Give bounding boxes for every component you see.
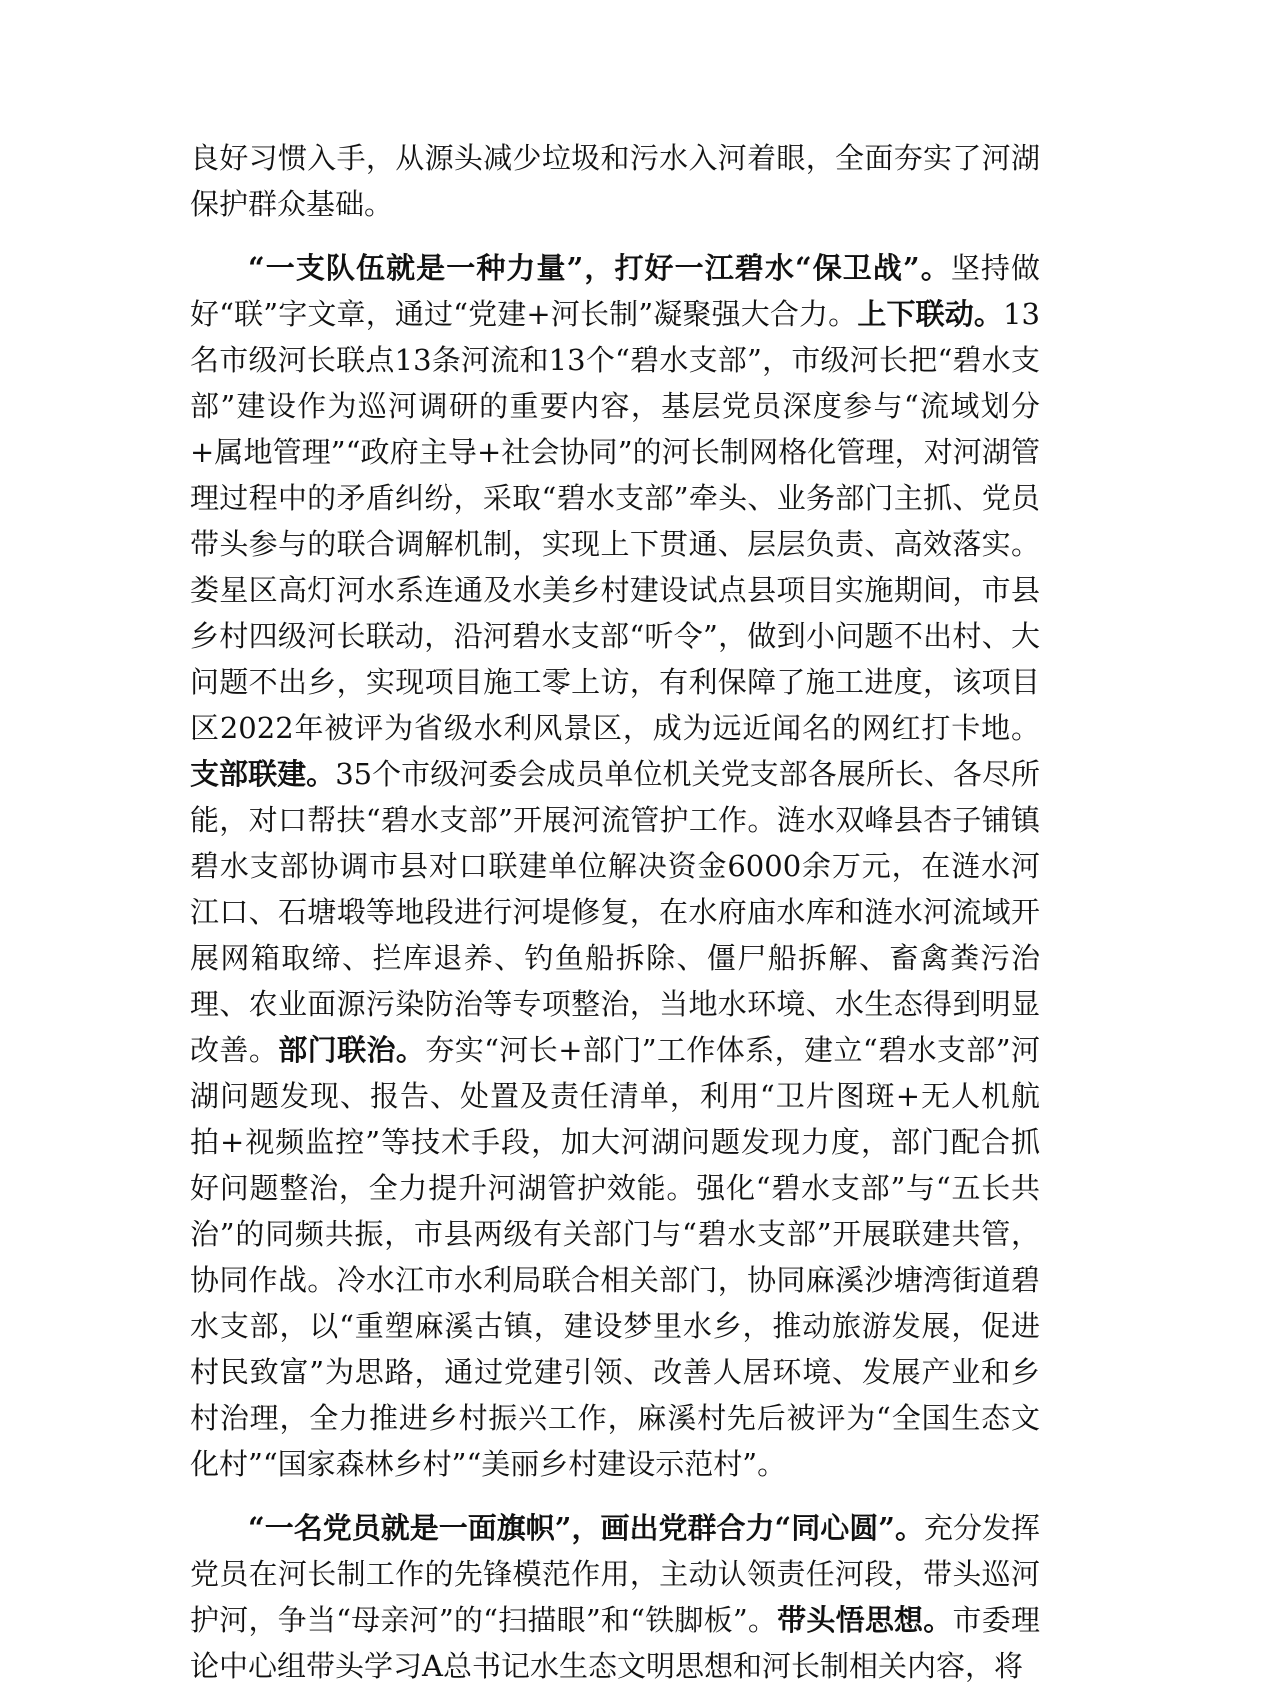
subheading-bumen-lianzhi: 部门联治。 [278, 1033, 426, 1067]
section-heading: “一支队伍就是一种力量”，打好一江碧水“保卫战”。 [248, 251, 951, 285]
paragraph-2 [190, 245, 1040, 1487]
body-text: 13名市级河长联点13条河流和13个“碧水支部”，市级河长把“碧水支部”建设作为巡河调研的重要内容，基层党员深度参与“流域划分+属地管理”“政府主导+社会协同”的河长制网格化管理，对河湖管理过程中的矛盾纠纷，采取“碧水支部”牵头、业务部门主抓、党员带头参与的联合调解机制，实现上下贯通、层层负责、高效落实。娄星区高灯河水系连通及水美乡村建设试点县项目实施期间，市县乡村四级河长联动，沿河碧水支部“听令”，做到小问题不出村、大问题不出乡，实现项目施工零上访，有利保障了施工进度，该项目区2022年被评为省级水利风景区，成为远近闻名的网红打卡地。 [190, 297, 1040, 745]
subheading-zhibu-lianjian: 支部联建。 [190, 757, 336, 791]
body-text: 坚持做好“联”字文章，通过“党建+河长制”凝聚强大合力。 [190, 251, 1040, 331]
body-text: 35个市级河委会成员单位机关党支部各展所长、各尽所能，对口帮扶“碧水支部”开展河流管护工作。涟水双峰县杏子铺镇碧水支部协调市县对口联建单位解决资金6000余万元，在涟水河江口、石塘塅等地段进行河堤修复，在水府庙水库和涟水河流域开展网箱取缔、拦库退养、钓鱼船拆除、僵尸船拆解、畜禽粪污治理、农业面源污染防治等专项整治，当地水环境、水生态得到明显改善。 [190, 757, 1040, 1067]
paragraph-3 [190, 1505, 1040, 1689]
subheading-daitou-wu-sixiang: 带头悟思想。 [777, 1603, 953, 1637]
subheading-shangxia-liandong: 上下联动。 [857, 297, 1004, 331]
section-heading: “一名党员就是一面旗帜”，画出党群合力“同心圆”。 [248, 1511, 924, 1545]
body-text: 充分发挥党员在河长制工作的先锋模范作用，主动认领责任河段，带头巡河护河，争当“母亲河”的“扫描眼”和“铁脚板”。 [190, 1511, 1040, 1637]
body-text: 夯实“河长+部门”工作体系，建立“碧水支部”河湖问题发现、报告、处置及责任清单，利用“卫片图斑+无人机航拍+视频监控”等技术手段，加大河湖问题发现力度，部门配合抓好问题整治，全力提升河湖管护效能。强化“碧水支部”与“五长共治”的同频共振，市县两级有关部门与“碧水支部”开展联建共管，协同作战。冷水江市水利局联合相关部门，协同麻溪沙塘湾街道碧水支部，以“重塑麻溪古镇，建设梦里水乡，推动旅游发展，促进村民致富”为思路，通过党建引领、改善人居环境、发展产业和乡村治理，全力推进乡村振兴工作，麻溪村先后被评为“全国生态文化村”“国家森林乡村”“美丽乡村建设示范村”。 [190, 1033, 1040, 1481]
body-text: 市委理论中心组带头学习A总书记水生态文明思想和河长制相关内容，将 [190, 1603, 1040, 1683]
document-page [190, 135, 1040, 1689]
body-text: 良好习惯入手，从源头减少垃圾和污水入河着眼，全面夯实了河湖保护群众基础。 [190, 141, 1040, 221]
paragraph-1 [190, 135, 1040, 227]
